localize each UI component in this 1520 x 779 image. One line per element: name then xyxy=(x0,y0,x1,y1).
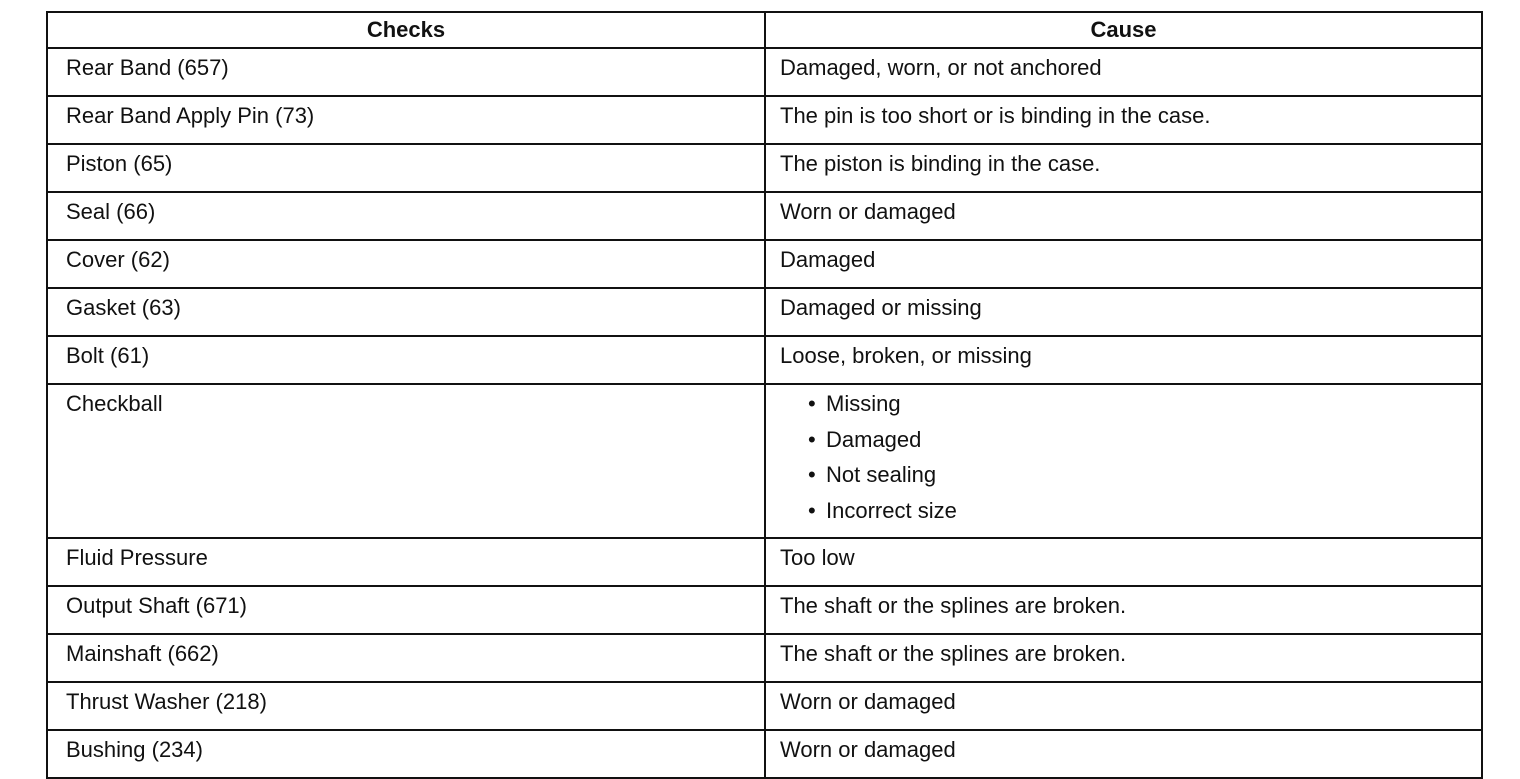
table-row xyxy=(47,586,1482,634)
table-row xyxy=(47,288,1482,336)
check-cell: Output Shaft (671) xyxy=(47,586,765,634)
check-cell: Piston (65) xyxy=(47,144,765,192)
cause-cell: Damaged or missing xyxy=(765,288,1482,336)
cause-cell: Too low xyxy=(765,538,1482,586)
table-row xyxy=(47,96,1482,144)
cause-cell: Worn or damaged xyxy=(765,730,1482,778)
check-cell: Gasket (63) xyxy=(47,288,765,336)
check-cell: Mainshaft (662) xyxy=(47,634,765,682)
check-cell: Checkball xyxy=(47,384,765,538)
cause-cell: The piston is binding in the case. xyxy=(765,144,1482,192)
cause-cell: Damaged xyxy=(765,240,1482,288)
check-cell: Rear Band Apply Pin (73) xyxy=(47,96,765,144)
cause-cell: Worn or damaged xyxy=(765,682,1482,730)
check-cell: Rear Band (657) xyxy=(47,48,765,96)
table-row xyxy=(47,384,1482,538)
cause-bullet-item: • Not sealing xyxy=(804,462,1471,498)
table-row xyxy=(47,730,1482,778)
check-cell: Fluid Pressure xyxy=(47,538,765,586)
check-cell: Bolt (61) xyxy=(47,336,765,384)
cause-bullet-list xyxy=(780,391,1471,533)
table-header-row xyxy=(47,12,1482,48)
cause-cell: Damaged, worn, or not anchored xyxy=(765,48,1482,96)
check-cell: Seal (66) xyxy=(47,192,765,240)
check-cell: Bushing (234) xyxy=(47,730,765,778)
cause-bullet-item: • Damaged xyxy=(804,427,1471,463)
checks-column-header: Checks xyxy=(47,12,765,48)
check-cell: Cover (62) xyxy=(47,240,765,288)
cause-cell: The pin is too short or is binding in the case. xyxy=(765,96,1482,144)
cause-bullet-item: • Missing xyxy=(804,391,1471,427)
cause-column-header: Cause xyxy=(765,12,1482,48)
table-row xyxy=(47,634,1482,682)
cause-cell: Worn or damaged xyxy=(765,192,1482,240)
cause-cell: The shaft or the splines are broken. xyxy=(765,634,1482,682)
table-row xyxy=(47,192,1482,240)
table-row xyxy=(47,538,1482,586)
table-row xyxy=(47,144,1482,192)
table-row xyxy=(47,240,1482,288)
table-row xyxy=(47,336,1482,384)
table-row xyxy=(47,48,1482,96)
table-row xyxy=(47,682,1482,730)
cause-bullet-item: • Incorrect size xyxy=(804,498,1471,534)
diagnostic-table xyxy=(46,11,1483,779)
cause-cell: Loose, broken, or missing xyxy=(765,336,1482,384)
diagnostic-table-container xyxy=(46,11,1481,779)
cause-cell: The shaft or the splines are broken. xyxy=(765,586,1482,634)
check-cell: Thrust Washer (218) xyxy=(47,682,765,730)
cause-cell xyxy=(765,384,1482,538)
